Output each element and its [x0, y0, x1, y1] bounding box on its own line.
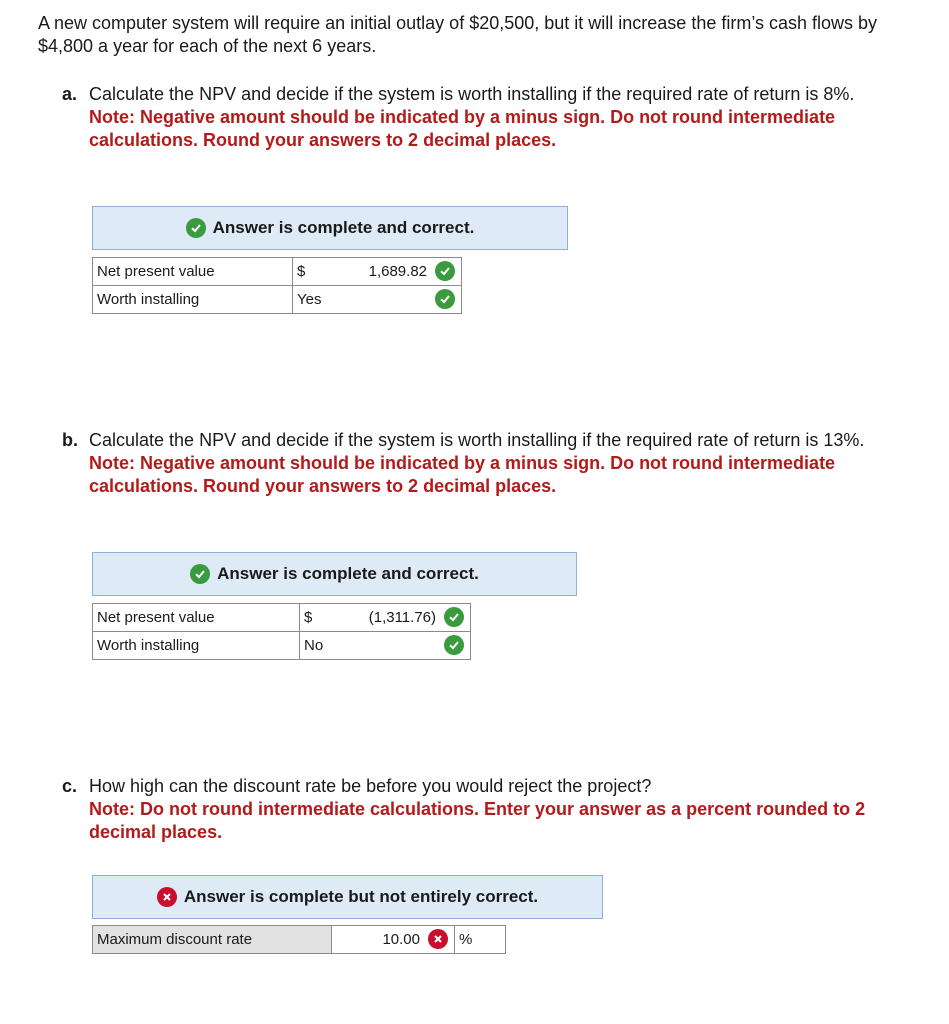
part-a-answer-table [92, 257, 462, 314]
part-c-question [62, 775, 922, 844]
table-row [93, 604, 471, 632]
part-c-text: How high can the discount rate be before you would reject the project? [89, 776, 652, 796]
worth-installing-value: No [304, 637, 324, 654]
npv-label: Net present value [93, 258, 293, 286]
part-a-question [62, 83, 922, 152]
worth-installing-label: Worth installing [93, 286, 293, 314]
part-a-banner-text: Answer is complete and correct. [212, 218, 475, 237]
table-row [93, 926, 506, 954]
worth-installing-select[interactable] [293, 286, 462, 314]
part-c-note: Note: Do not round intermediate calculations. Enter your answer as a percent rounded to 2 decimal places. [89, 799, 866, 842]
check-circle-icon [190, 564, 210, 584]
part-a-result-banner [92, 206, 568, 250]
part-c-answer-table [92, 925, 506, 954]
currency-symbol: $ [304, 609, 313, 626]
max-discount-rate-label: Maximum discount rate [93, 926, 332, 954]
check-circle-icon [435, 289, 455, 309]
table-row [93, 632, 471, 660]
part-b-label: b. [62, 430, 78, 450]
worth-installing-label: Worth installing [93, 632, 300, 660]
part-c-label: c. [62, 776, 78, 796]
part-c-banner-text: Answer is complete but not entirely correct. [183, 887, 539, 906]
check-circle-icon [435, 261, 455, 281]
max-discount-rate-input[interactable] [332, 926, 455, 954]
part-b-banner-text: Answer is complete and correct. [217, 564, 479, 583]
part-b-note: Note: Negative amount should be indicated by a minus sign. Do not round intermediate calculations. Round your answers to 2 decimal places. [89, 453, 836, 496]
check-circle-icon [186, 218, 206, 238]
x-circle-icon [157, 887, 177, 907]
table-row [93, 286, 462, 314]
part-b-result-banner [92, 552, 577, 596]
part-a-text: Calculate the NPV and decide if the system is worth installing if the required rate of return is 8%. [89, 84, 855, 104]
x-circle-icon [428, 929, 448, 949]
part-a-label: a. [62, 84, 78, 104]
npv-label: Net present value [93, 604, 300, 632]
npv-input[interactable] [300, 604, 471, 632]
table-row [93, 258, 462, 286]
part-b-question [62, 429, 922, 498]
part-a-note: Note: Negative amount should be indicated by a minus sign. Do not round intermediate calculations. Round your answers to 2 decimal places. [89, 107, 836, 150]
max-discount-rate-value: 10.00 [382, 931, 420, 948]
worth-installing-select[interactable] [300, 632, 471, 660]
part-b-answer-table [92, 603, 471, 660]
npv-input[interactable] [293, 258, 462, 286]
npv-value: (1,311.76) [368, 609, 436, 626]
part-b-text: Calculate the NPV and decide if the system is worth installing if the required rate of return is 13%. [89, 430, 865, 450]
problem-intro: A new computer system will require an initial outlay of $20,500, but it will increase the firm’s cash flows by $4,800 a year for each of the next 6 years. [38, 13, 878, 56]
worth-installing-value: Yes [297, 291, 322, 308]
part-c-result-banner [92, 875, 603, 919]
percent-unit: % [455, 926, 506, 954]
check-circle-icon [444, 607, 464, 627]
currency-symbol: $ [297, 263, 306, 280]
npv-value: 1,689.82 [368, 263, 427, 280]
check-circle-icon [444, 635, 464, 655]
